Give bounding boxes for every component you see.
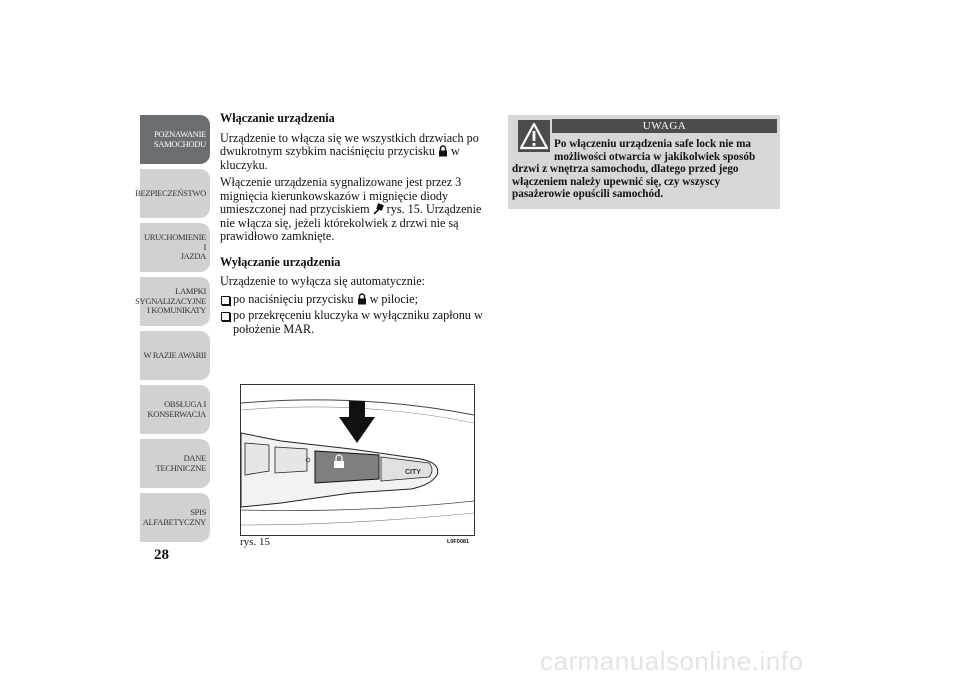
figure-dashboard-buttons: [240, 384, 475, 536]
city-button-label: CITY: [405, 469, 421, 476]
page-number: 28: [154, 547, 169, 563]
figure-caption: rys. 15: [240, 536, 270, 548]
figure-code: L0F0081: [447, 539, 470, 545]
list-item: po przekręceniu kluczyka w wyłączniku zapłonu w położenie MAR.: [220, 309, 494, 336]
tab-poznawanie-samochodu[interactable]: POZNAWANIE SAMOCHODU: [140, 115, 210, 164]
tab-uruchomienie-i-jazda[interactable]: URUCHOMIENIE I JAZDA: [140, 223, 210, 272]
lock-button-icon: [373, 203, 384, 215]
tab-bezpieczenstwo[interactable]: BEZPIECZEŃSTWO: [140, 169, 210, 218]
section-heading-disable: Wyłączanie urządzenia: [220, 254, 341, 269]
checkbox-bullet-icon: [221, 296, 230, 305]
paragraph: Urządzenie to włącza się we wszystkich drzwiach po dwukrotnym szybkim naciśnięciu przycisku w kluczyku.: [220, 130, 479, 172]
warning-box: [508, 115, 780, 209]
lock-icon: [438, 145, 448, 157]
bullet-list: [220, 293, 494, 337]
warning-text: Po włączeniu urządzenia safe lock nie ma możliwości otwarcia w jakikolwiek sposób drzwi z wnętrza samochodu, dlatego przed jego włączeniem należy upewnić się, czy wszyscy pasażerowie opuścili samochód.: [512, 138, 756, 200]
tab-spis-alfabetyczny[interactable]: SPIS ALFABETYCZNY: [140, 493, 210, 542]
lock-icon: [357, 293, 367, 305]
paragraph: Urządzenie to wyłącza się automatycznie:: [220, 274, 426, 288]
paragraph: Włączenie urządzenia sygnalizowane jest przez 3 mignięcia kierunkowskazów i mignięcie diody umieszczonej nad przyciskiem rys. 15. Urządzenie nie włącza się, jeżeli którekolwiek z drzwi nie są prawidłowo zamknięte.: [220, 175, 482, 243]
watermark: carmanualsonline.info: [540, 646, 804, 676]
section-heading-enable: Włączanie urządzenia: [220, 111, 335, 125]
tab-lampki-sygnalizacyjne[interactable]: LAMPKI SYGNALIZACYJNE I KOMUNIKATY: [140, 277, 210, 326]
chapter-sidebar: [135, 115, 210, 547]
main-text-column: [220, 112, 494, 339]
tab-w-razie-awarii[interactable]: W RAZIE AWARII: [140, 331, 210, 380]
tab-obsluga-i-konserwacja[interactable]: OBSŁUGA I KONSERWACJA: [140, 385, 210, 434]
tab-dane-techniczne[interactable]: DANE TECHNICZNE: [140, 439, 210, 488]
checkbox-bullet-icon: [221, 312, 230, 321]
dashboard-illustration: [241, 385, 474, 535]
warning-title: UWAGA: [552, 119, 777, 133]
list-item: po naciśnięciu przycisku w pilocie;: [220, 293, 494, 307]
